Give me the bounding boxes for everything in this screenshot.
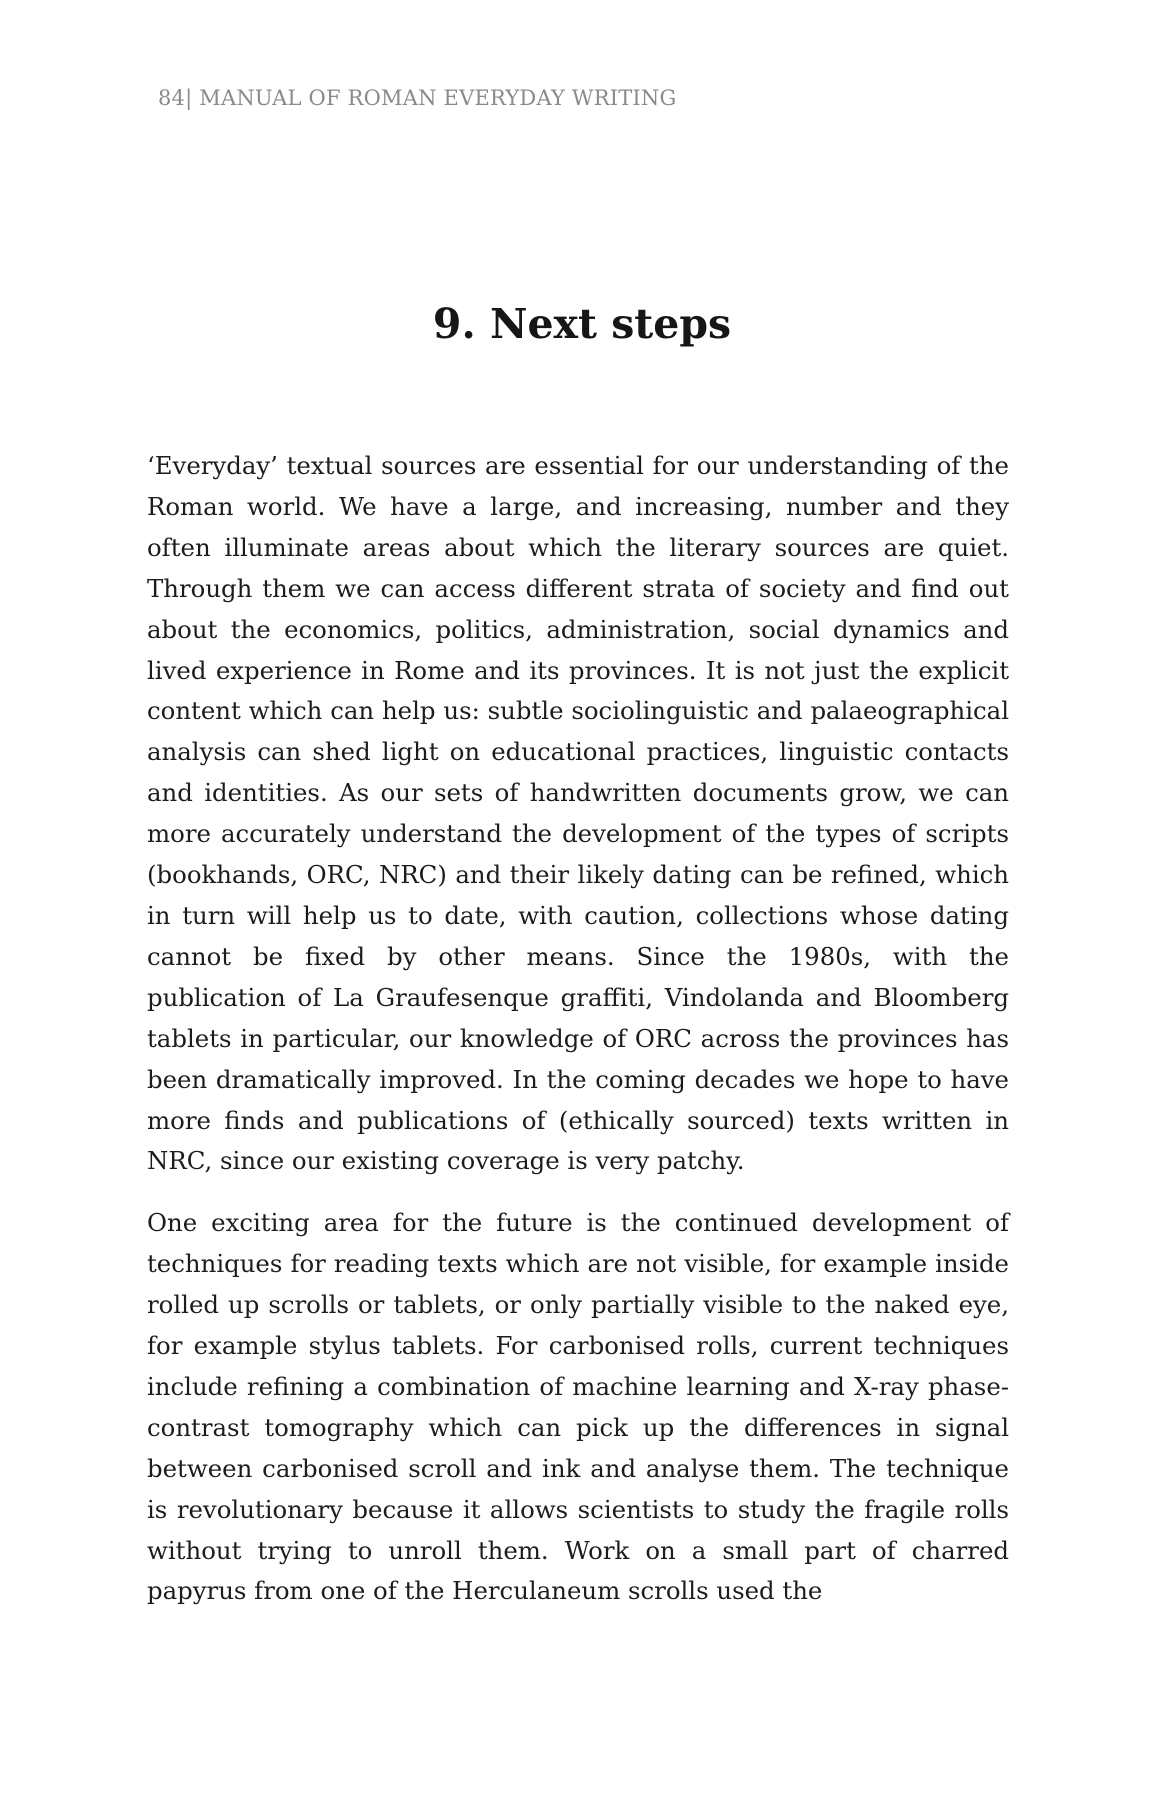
paragraph-1: ‘Everyday’ textual sources are essential for our understanding of the Roman world. We have a large, and increasing, number and they often illuminate areas about which the literary sources are quiet. Through them we can access different strata of society and find out about the economics, politics, administration, social dynamics and lived experience in Rome and its provinces. It is not just the explicit content which can help us: subtle sociolinguistic and palaeographical analysis can shed light on educational practices, linguistic contacts and identities. As our sets of handwritten documents grow, we can more accurately understand the development of the types of scripts (bookhands, ORC, NRC) and their likely dating can be refined, which in turn will help us to date, with caution, collections whose dating cannot be fixed by other means. Since the 1980s, with the publication of La Graufesenque graffiti, Vindolanda and Bloomberg tablets in particular, our knowledge of ORC across the provinces has been dramatically improved. In the coming decades we hope to have more finds and publications of (ethically sourced) texts written in NRC, since our existing coverage is very patchy.	[147, 451, 1009, 1176]
chapter-title: 9. Next steps	[432, 300, 732, 348]
body-text	[147, 446, 1009, 1633]
paragraph-2: One exciting area for the future is the continued development of techniques for reading texts which are not visible, for example inside rolled up scrolls or tablets, or only partially visible to the naked eye, for example stylus tablets. For carbonised rolls, current techniques include refining a combination of machine learning and X-ray phase-contrast tomography which can pick up the differences in signal between carbonised scroll and ink and analyse them. The technique is revolutionary because it allows scientists to study the fragile rolls without trying to unroll them. Work on a small part of charred papyrus from one of the Herculaneum scrolls used the	[147, 1208, 1009, 1606]
running-header: 84| MANUAL OF ROMAN EVERYDAY WRITING	[158, 86, 677, 110]
